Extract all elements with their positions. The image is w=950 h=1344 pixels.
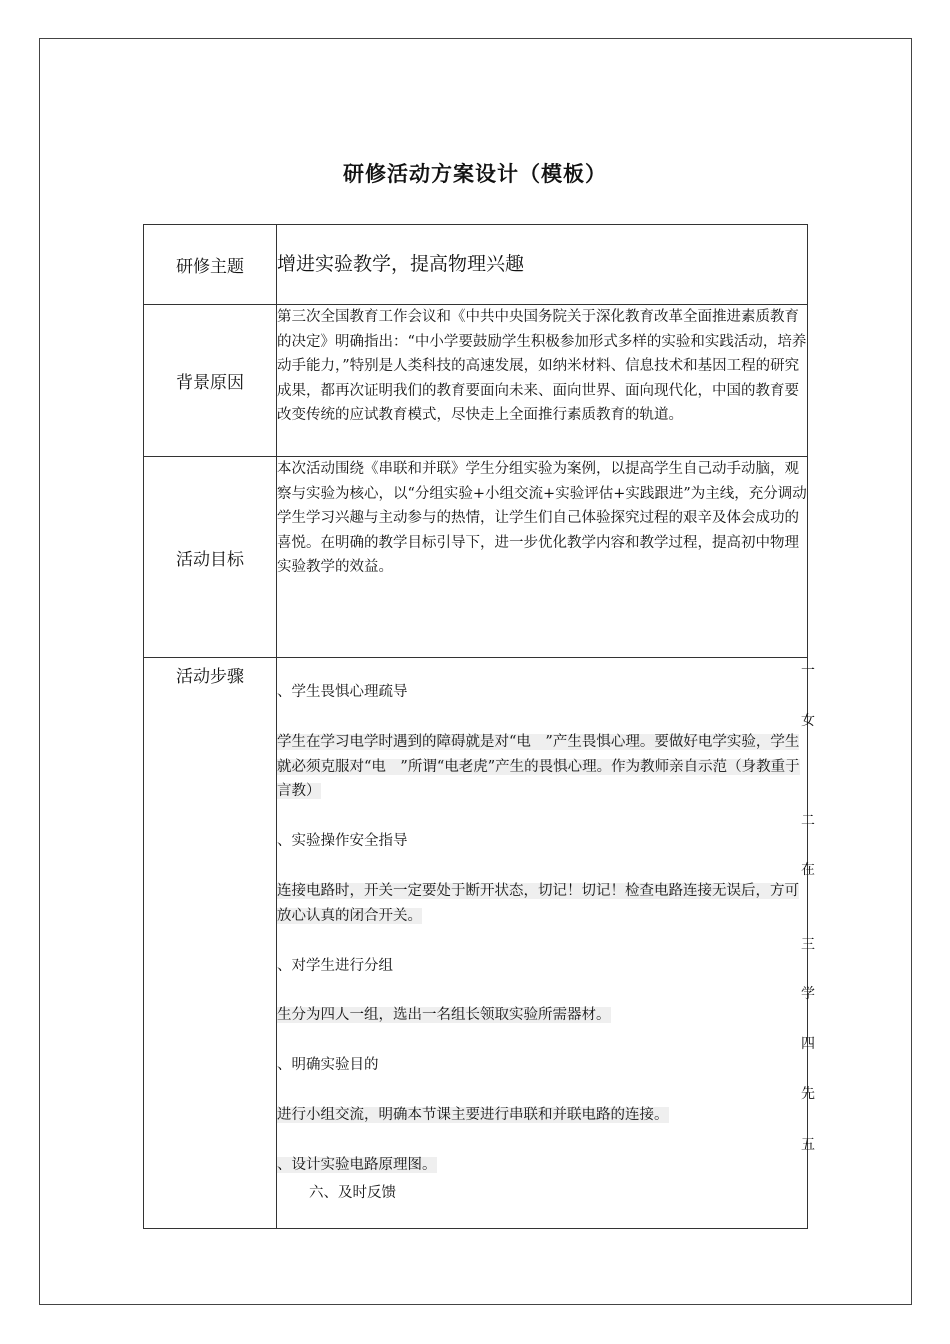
steps-content — [277, 658, 808, 1229]
step-text-span: 生分为四人一组，选出一名组长领取实验所需器材。 — [277, 1007, 611, 1024]
table-row-background — [144, 305, 808, 457]
step-text-span: 连接电路时，开关一定要处于断开状态，切记！切记！检查电路连接无误后，方可放心认真的闭合开关。 — [277, 882, 799, 924]
margin-char: 先 — [801, 1086, 815, 1102]
margin-char: 学 — [801, 986, 815, 1002]
goal-label: 活动目标 — [144, 457, 277, 658]
table-row-goal — [144, 457, 808, 658]
step-heading: 、学生畏惧心理疏导 — [277, 684, 408, 700]
topic-value: 增进实验教学，提高物理兴趣 — [277, 225, 808, 305]
step-heading: 、对学生进行分组 — [277, 957, 393, 974]
margin-char: 四 — [801, 1036, 815, 1052]
margin-char: 三 — [801, 937, 815, 953]
step-heading: 、实验操作安全指导 — [277, 833, 408, 850]
plan-table — [143, 224, 808, 1229]
goal-text: 本次活动围绕《串联和并联》学生分组实验为案例，以提高学生自己动手动脑，观察与实验为核心，以“分组实验+小组交流+实验评估+实践跟进”为主线，充分调动学生学习兴趣与主动参与的热情，让学生们自己体验探究过程的艰辛及体会成功的喜悦。在明确的教学目标引导下，进一步优化教学内容和教学过程，提高初中物理实验教学的效益。 — [277, 457, 808, 658]
margin-char: 二 — [801, 813, 815, 829]
step-heading: 、明确实验目的 — [277, 1057, 379, 1074]
table-row-steps — [144, 658, 808, 1229]
document-title: 研修活动方案设计（模板） — [343, 161, 607, 186]
background-label: 背景原因 — [144, 305, 277, 457]
topic-label: 研修主题 — [144, 225, 277, 305]
steps-label: 活动步骤 — [144, 658, 277, 1229]
step-text — [277, 1103, 807, 1128]
margin-char: 一 — [801, 663, 815, 679]
margin-char: 在 — [801, 862, 815, 878]
step-text-span: 进行小组交流，明确本节课主要进行串联和并联电路的连接。 — [277, 1106, 669, 1123]
background-text: 第三次全国教育工作会议和《中共中央国务院关于深化教育改革全面推进素质教育的决定》明确指出：“中小学要鼓励学生积极参加形式多样的实验和实践活动，培养动手能力，”特别是人类科技的高速发展，如纳米材料、信息技术和基因工程的研究成果，都再次证明我们的教育要面向未来、面向世界、面向现代化，中国的教育要改变传统的应试教育模式，尽快走上全面推行素质教育的轨道。 — [277, 305, 808, 457]
step-text — [277, 1003, 807, 1028]
margin-char: 女 — [801, 713, 815, 729]
margin-char: 五 — [801, 1137, 815, 1153]
table-row-topic — [144, 225, 808, 305]
step-heading-feedback: 六、及时反馈 — [309, 1184, 396, 1201]
step-text-span: 学生在学习电学时遇到的障碍就是对“电 ”产生畏惧心理。要做好电学实验，学生就必须克服对“电 ”所谓“电老虎”产生的畏惧心理。作为教师亲自示范（身教重于言教） — [277, 733, 800, 800]
step-heading-span: 、设计实验电路原理图。 — [277, 1156, 437, 1173]
step-heading — [277, 1153, 807, 1178]
step-text — [277, 879, 807, 929]
step-text — [277, 730, 807, 804]
